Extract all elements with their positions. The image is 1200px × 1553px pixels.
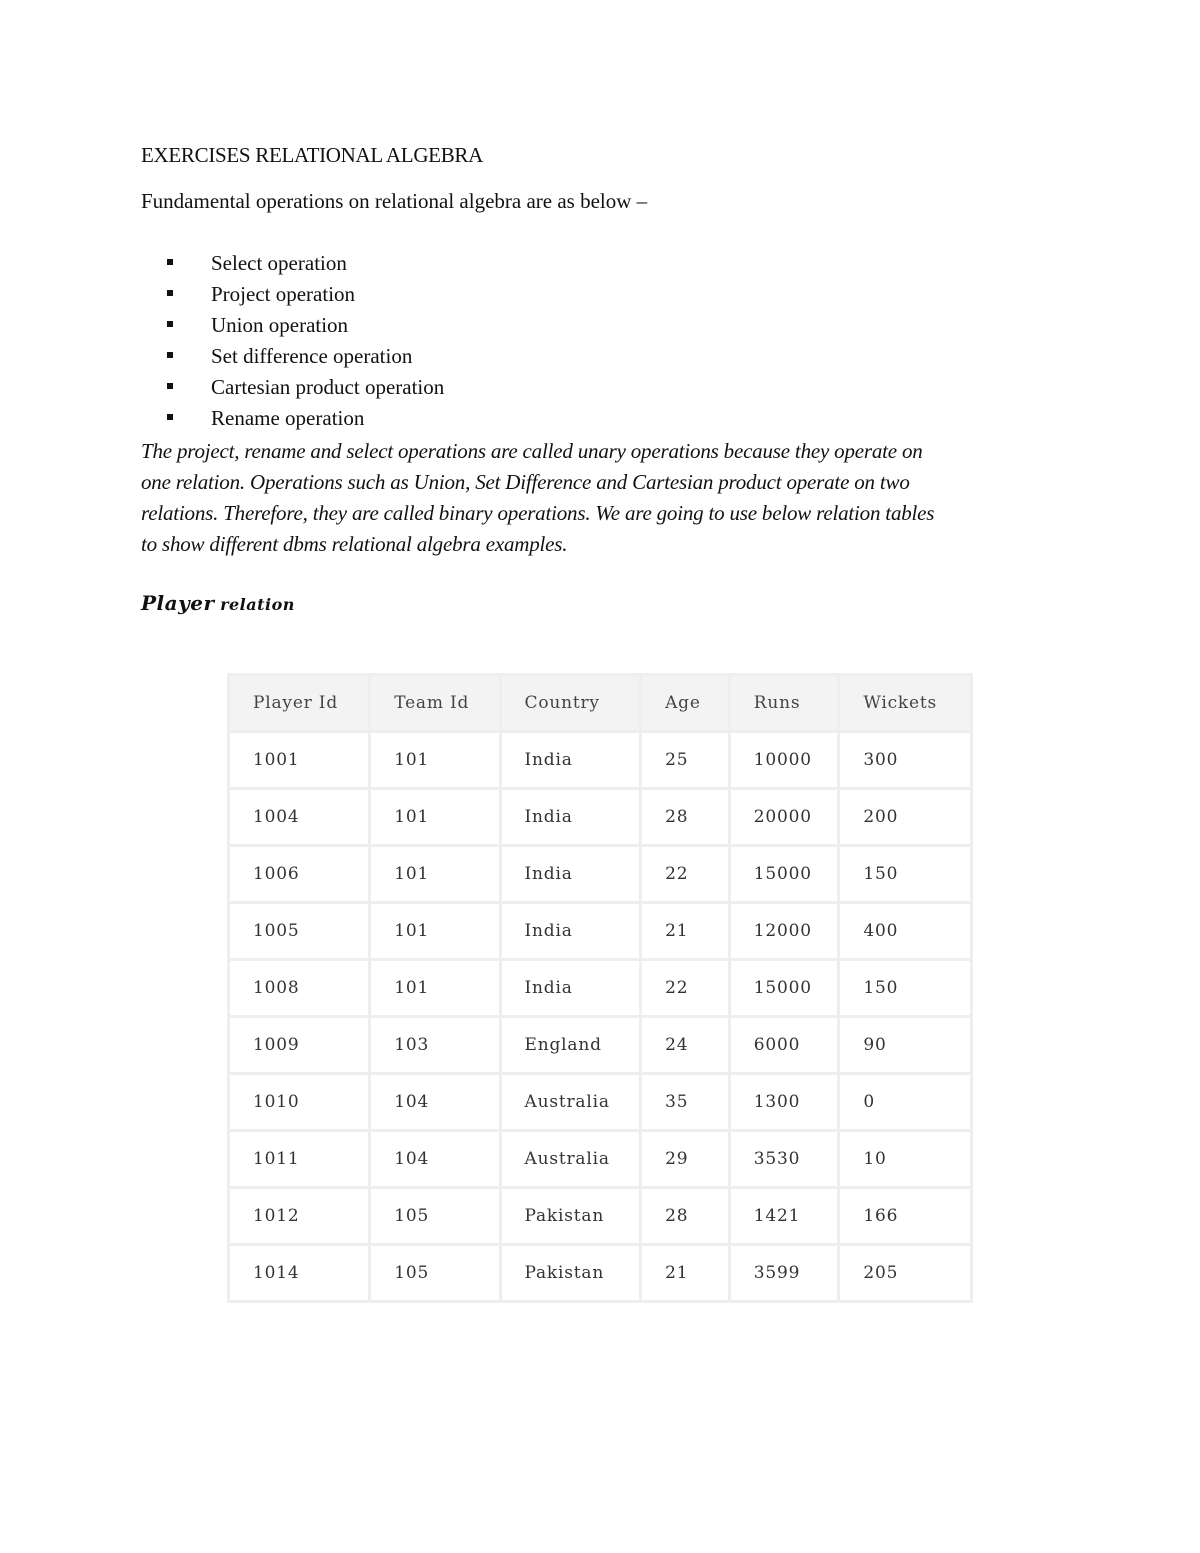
table-cell: India bbox=[500, 960, 641, 1017]
table-row bbox=[229, 1074, 972, 1131]
list-item-label: Project operation bbox=[211, 282, 356, 306]
table-cell: 6000 bbox=[729, 1017, 839, 1074]
table-cell: 1014 bbox=[229, 1245, 370, 1302]
column-header: Runs bbox=[729, 675, 839, 732]
list-item-label: Select operation bbox=[211, 251, 347, 275]
table-cell: 200 bbox=[839, 789, 972, 846]
table-cell: 20000 bbox=[729, 789, 839, 846]
table-cell: India bbox=[500, 789, 641, 846]
square-bullet-icon bbox=[167, 414, 173, 420]
explanation-paragraph bbox=[141, 436, 1071, 560]
table-row bbox=[229, 1245, 972, 1302]
table-row bbox=[229, 1131, 972, 1188]
paragraph-line: to show different dbms relational algebra examples. bbox=[141, 532, 568, 556]
table-cell: 166 bbox=[839, 1188, 972, 1245]
relation-heading-name: Player bbox=[141, 591, 215, 615]
table-cell: 24 bbox=[641, 1017, 730, 1074]
table-cell: 10000 bbox=[729, 732, 839, 789]
table-row bbox=[229, 789, 972, 846]
square-bullet-icon bbox=[167, 290, 173, 296]
table-row bbox=[229, 903, 972, 960]
document-title: EXERCISES RELATIONAL ALGEBRA bbox=[141, 143, 483, 167]
table-row bbox=[229, 846, 972, 903]
table-cell: 400 bbox=[839, 903, 972, 960]
table-cell: 1005 bbox=[229, 903, 370, 960]
paragraph-line: The project, rename and select operations are called unary operations because they operate on bbox=[141, 439, 923, 463]
table-cell: 21 bbox=[641, 1245, 730, 1302]
table-cell: 90 bbox=[839, 1017, 972, 1074]
table-cell: 300 bbox=[839, 732, 972, 789]
table-cell: 104 bbox=[370, 1074, 500, 1131]
table-cell: 101 bbox=[370, 732, 500, 789]
paragraph-line: one relation. Operations such as Union, Set Difference and Cartesian product operate on two bbox=[141, 470, 910, 494]
square-bullet-icon bbox=[167, 383, 173, 389]
table-cell: 1006 bbox=[229, 846, 370, 903]
table-cell: 25 bbox=[641, 732, 730, 789]
list-item-label: Cartesian product operation bbox=[211, 375, 445, 399]
table-cell: 29 bbox=[641, 1131, 730, 1188]
table-cell: 101 bbox=[370, 789, 500, 846]
table-cell: 1012 bbox=[229, 1188, 370, 1245]
table-cell: 1011 bbox=[229, 1131, 370, 1188]
table-header-row bbox=[229, 675, 972, 732]
table-cell: 105 bbox=[370, 1188, 500, 1245]
table-cell: India bbox=[500, 903, 641, 960]
table-cell: 1009 bbox=[229, 1017, 370, 1074]
relation-heading bbox=[141, 591, 295, 615]
column-header: Wickets bbox=[839, 675, 972, 732]
table-cell: India bbox=[500, 732, 641, 789]
table-cell: England bbox=[500, 1017, 641, 1074]
table-cell: 3530 bbox=[729, 1131, 839, 1188]
table-row bbox=[229, 1188, 972, 1245]
table-cell: 0 bbox=[839, 1074, 972, 1131]
list-item-label: Union operation bbox=[211, 313, 349, 337]
table-cell: 1008 bbox=[229, 960, 370, 1017]
table-row bbox=[229, 960, 972, 1017]
table-cell: 1004 bbox=[229, 789, 370, 846]
table-cell: 35 bbox=[641, 1074, 730, 1131]
column-header: Country bbox=[500, 675, 641, 732]
table-cell: 150 bbox=[839, 846, 972, 903]
column-header: Player Id bbox=[229, 675, 370, 732]
table-cell: India bbox=[500, 846, 641, 903]
table-cell: 15000 bbox=[729, 846, 839, 903]
table-cell: 1421 bbox=[729, 1188, 839, 1245]
table-cell: Pakistan bbox=[500, 1188, 641, 1245]
table-cell: 101 bbox=[370, 846, 500, 903]
table-cell: 12000 bbox=[729, 903, 839, 960]
square-bullet-icon bbox=[167, 321, 173, 327]
table-cell: 28 bbox=[641, 1188, 730, 1245]
table-cell: 101 bbox=[370, 960, 500, 1017]
table-cell: Australia bbox=[500, 1074, 641, 1131]
table-cell: 103 bbox=[370, 1017, 500, 1074]
column-header: Age bbox=[641, 675, 730, 732]
table-cell: 1010 bbox=[229, 1074, 370, 1131]
table-cell: 101 bbox=[370, 903, 500, 960]
list-item-label: Set difference operation bbox=[211, 344, 413, 368]
table-cell: 22 bbox=[641, 960, 730, 1017]
table-cell: 105 bbox=[370, 1245, 500, 1302]
table-cell: 104 bbox=[370, 1131, 500, 1188]
square-bullet-icon bbox=[167, 259, 173, 265]
table-cell: 1001 bbox=[229, 732, 370, 789]
table-cell: Pakistan bbox=[500, 1245, 641, 1302]
table-row bbox=[229, 732, 972, 789]
table-cell: 21 bbox=[641, 903, 730, 960]
square-bullet-icon bbox=[167, 352, 173, 358]
table-cell: 22 bbox=[641, 846, 730, 903]
table-cell: Australia bbox=[500, 1131, 641, 1188]
list-item-label: Rename operation bbox=[211, 406, 365, 430]
table-cell: 28 bbox=[641, 789, 730, 846]
relation-heading-suffix: relation bbox=[220, 595, 295, 614]
table-cell: 15000 bbox=[729, 960, 839, 1017]
table-cell: 1300 bbox=[729, 1074, 839, 1131]
table-cell: 10 bbox=[839, 1131, 972, 1188]
player-table bbox=[227, 673, 973, 1303]
paragraph-line: relations. Therefore, they are called binary operations. We are going to use below relation tables bbox=[141, 501, 935, 525]
column-header: Team Id bbox=[370, 675, 500, 732]
table-cell: 150 bbox=[839, 960, 972, 1017]
table-row bbox=[229, 1017, 972, 1074]
table-cell: 3599 bbox=[729, 1245, 839, 1302]
intro-text: Fundamental operations on relational algebra are as below – bbox=[141, 189, 648, 213]
table-cell: 205 bbox=[839, 1245, 972, 1302]
